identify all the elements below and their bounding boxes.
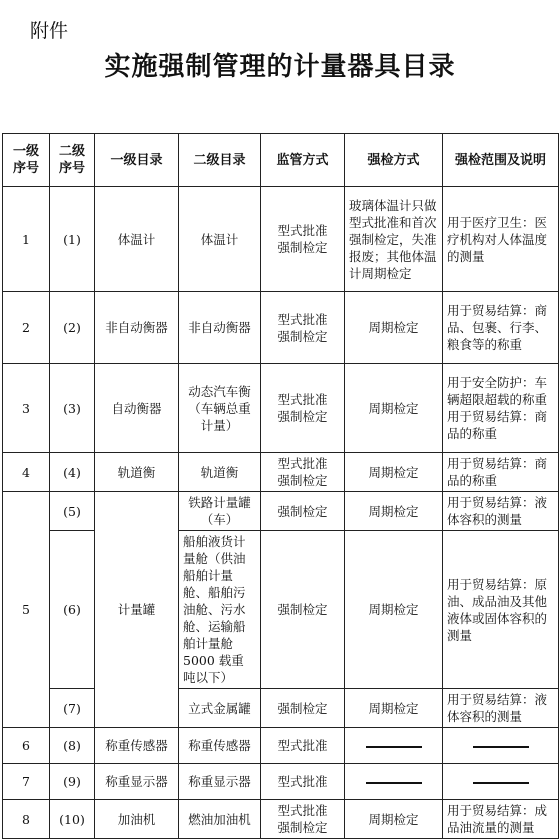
level1-category: 计量罐 xyxy=(95,492,179,728)
inspection-scope: 用于贸易结算：液体容积的测量 xyxy=(443,689,559,728)
level1-number: 8 xyxy=(3,800,50,839)
inspection-method: 周期检定 xyxy=(345,364,443,453)
inspection-scope: 用于贸易结算：原油、成品油及其他液体或固体容积的测量 xyxy=(443,531,559,689)
inspection-scope: 用于医疗卫生：医疗机构对人体温度的测量 xyxy=(443,187,559,292)
table-row xyxy=(3,292,559,364)
dash-line xyxy=(366,746,422,748)
level1-category: 称重显示器 xyxy=(95,764,179,800)
table-row xyxy=(3,764,559,800)
level1-number: 5 xyxy=(3,492,50,728)
table-row xyxy=(3,689,559,728)
inspection-method-none xyxy=(345,728,443,764)
level2-number: (10) xyxy=(50,800,95,839)
level2-category: 非自动衡器 xyxy=(179,292,261,364)
table-row xyxy=(3,187,559,292)
level2-number: (3) xyxy=(50,364,95,453)
level1-number: 3 xyxy=(3,364,50,453)
inspection-method: 玻璃体温计只做型式批准和首次强制检定，失准报废；其他体温计周期检定 xyxy=(345,187,443,292)
level1-category: 自动衡器 xyxy=(95,364,179,453)
level1-number: 2 xyxy=(3,292,50,364)
level2-category: 船舶液货计量舱（供油船舶计量舱、船舶污油舱、污水舱、运输船舶计量舱5000 载重吨以下） xyxy=(179,531,261,689)
level2-number: (5) xyxy=(50,492,95,531)
level1-category: 称重传感器 xyxy=(95,728,179,764)
level2-category: 铁路计量罐（车） xyxy=(179,492,261,531)
annex-label: 附件 xyxy=(30,20,69,42)
inspection-method: 周期检定 xyxy=(345,531,443,689)
supervision-method: 型式批准 xyxy=(261,764,345,800)
inspection-scope: 用于安全防护：车辆超限超载的称重 用于贸易结算：商品的称重 xyxy=(443,364,559,453)
level1-category: 加油机 xyxy=(95,800,179,839)
table-row xyxy=(3,531,559,689)
level2-number: (8) xyxy=(50,728,95,764)
level1-number: 4 xyxy=(3,453,50,492)
level2-number: (2) xyxy=(50,292,95,364)
table-row xyxy=(3,364,559,453)
header-row xyxy=(3,134,559,187)
header-cell: 强检范围及说明 xyxy=(443,134,559,187)
inspection-method-none xyxy=(345,764,443,800)
header-cell: 监管方式 xyxy=(261,134,345,187)
table-row xyxy=(3,492,559,531)
level1-category: 体温计 xyxy=(95,187,179,292)
level2-number: (7) xyxy=(50,689,95,728)
level1-category: 轨道衡 xyxy=(95,453,179,492)
inspection-method: 周期检定 xyxy=(345,492,443,531)
inspection-method: 周期检定 xyxy=(345,689,443,728)
dash-line xyxy=(473,746,529,748)
instrument-catalog-table xyxy=(2,133,559,839)
supervision-method: 强制检定 xyxy=(261,492,345,531)
table-row xyxy=(3,728,559,764)
level2-category: 称重传感器 xyxy=(179,728,261,764)
inspection-scope: 用于贸易结算：成品油流量的测量 xyxy=(443,800,559,839)
inspection-scope: 用于贸易结算：商品的称重 xyxy=(443,453,559,492)
supervision-method: 型式批准 强制检定 xyxy=(261,453,345,492)
inspection-method: 周期检定 xyxy=(345,292,443,364)
document-title: 实施强制管理的计量器具目录 xyxy=(104,52,456,82)
supervision-method: 型式批准 强制检定 xyxy=(261,800,345,839)
dash-line xyxy=(366,782,422,784)
inspection-scope: 用于贸易结算：商品、包裹、行李、粮食等的称重 xyxy=(443,292,559,364)
level2-number: (6) xyxy=(50,531,95,689)
inspection-method: 周期检定 xyxy=(345,453,443,492)
supervision-method: 型式批准 强制检定 xyxy=(261,364,345,453)
supervision-method: 型式批准 xyxy=(261,728,345,764)
table-row xyxy=(3,800,559,839)
supervision-method: 强制检定 xyxy=(261,531,345,689)
header-cell: 强检方式 xyxy=(345,134,443,187)
level2-number: (4) xyxy=(50,453,95,492)
inspection-method: 周期检定 xyxy=(345,800,443,839)
level1-number: 1 xyxy=(3,187,50,292)
header-cell: 一级目录 xyxy=(95,134,179,187)
header-cell: 一级序号 xyxy=(3,134,50,187)
level2-category: 体温计 xyxy=(179,187,261,292)
inspection-scope-none xyxy=(443,728,559,764)
header-cell: 二级目录 xyxy=(179,134,261,187)
level1-category: 非自动衡器 xyxy=(95,292,179,364)
supervision-method: 型式批准 强制检定 xyxy=(261,187,345,292)
level2-category: 燃油加油机 xyxy=(179,800,261,839)
inspection-scope-none xyxy=(443,764,559,800)
table-row xyxy=(3,453,559,492)
inspection-scope: 用于贸易结算：液体容积的测量 xyxy=(443,492,559,531)
level2-category: 动态汽车衡（车辆总重计量） xyxy=(179,364,261,453)
level2-category: 立式金属罐 xyxy=(179,689,261,728)
level1-number: 6 xyxy=(3,728,50,764)
level2-category: 轨道衡 xyxy=(179,453,261,492)
level2-number: (9) xyxy=(50,764,95,800)
level1-number: 7 xyxy=(3,764,50,800)
supervision-method: 型式批准 强制检定 xyxy=(261,292,345,364)
header-cell: 二级序号 xyxy=(50,134,95,187)
supervision-method: 强制检定 xyxy=(261,689,345,728)
level2-category: 称重显示器 xyxy=(179,764,261,800)
dash-line xyxy=(473,782,529,784)
level2-number: (1) xyxy=(50,187,95,292)
